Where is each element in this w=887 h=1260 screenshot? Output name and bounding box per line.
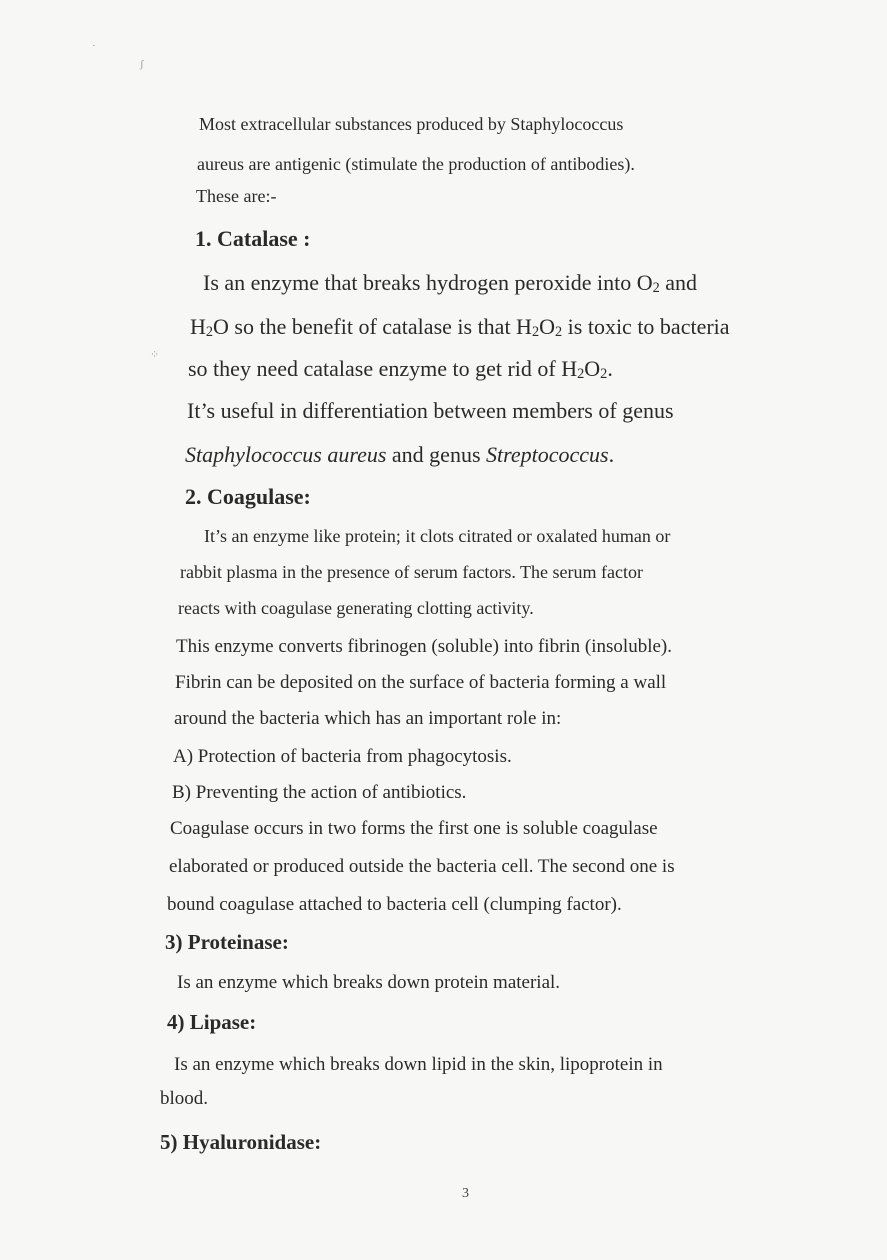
coagulase-line-10: elaborated or produced outside the bacteria cell. The second one is (169, 856, 675, 877)
coagulase-line-6: around the bacteria which has an important role in: (174, 708, 562, 729)
catalase-line-5: Staphylococcus aureus and genus Streptococcus. (185, 442, 615, 467)
coagulase-line-7: A) Protection of bacteria from phagocytosis. (173, 746, 512, 767)
coagulase-line-1: It’s an enzyme like protein; it clots citrated or oxalated human or (204, 526, 671, 546)
catalase-line-3: so they need catalase enzyme to get rid of $H_2O_2$. (188, 356, 613, 383)
intro-line-1: Most extracellular substances produced by Staphylococcus (199, 114, 624, 134)
page-number: 3 (462, 1186, 469, 1201)
scan-speck: ʃ (140, 58, 144, 70)
scan-speck: · (92, 40, 96, 52)
coagulase-line-3: reacts with coagulase generating clotting activity. (178, 598, 534, 618)
catalase-line-2: $H_2O$ so the benefit of catalase is that $H_2O_2$ is toxic to bacteria (190, 314, 730, 341)
proteinase-line: Is an enzyme which breaks down protein material. (177, 972, 561, 993)
coagulase-line-2: rabbit plasma in the presence of serum factors. The serum factor (180, 562, 643, 582)
catalase-heading: 1. Catalase : (195, 226, 311, 251)
lipase-line-2: blood. (160, 1088, 209, 1109)
scan-speck: ⁘ (150, 349, 160, 361)
proteinase-heading: 3) Proteinase: (165, 930, 289, 954)
coagulase-line-8: B) Preventing the action of antibiotics. (172, 782, 467, 803)
catalase-line-4: It’s useful in differentiation between members of genus (187, 398, 674, 423)
intro-line-3: These are:- (196, 186, 277, 206)
coagulase-line-9: Coagulase occurs in two forms the first one is soluble coagulase (170, 818, 658, 839)
intro-line-2: aureus are antigenic (stimulate the production of antibodies). (197, 154, 635, 174)
coagulase-line-4: This enzyme converts fibrinogen (soluble) into fibrin (insoluble). (176, 636, 672, 657)
coagulase-line-5: Fibrin can be deposited on the surface of bacteria forming a wall (175, 672, 667, 693)
lipase-heading: 4) Lipase: (167, 1010, 257, 1034)
catalase-line-1: Is an enzyme that breaks hydrogen peroxide into $O_2$ and (203, 270, 698, 297)
coagulase-line-11: bound coagulase attached to bacteria cell (clumping factor). (167, 894, 622, 915)
hyaluronidase-heading: 5) Hyaluronidase: (160, 1130, 322, 1154)
coagulase-heading: 2. Coagulase: (185, 484, 311, 509)
lipase-line-1: Is an enzyme which breaks down lipid in the skin, lipoprotein in (174, 1054, 663, 1075)
